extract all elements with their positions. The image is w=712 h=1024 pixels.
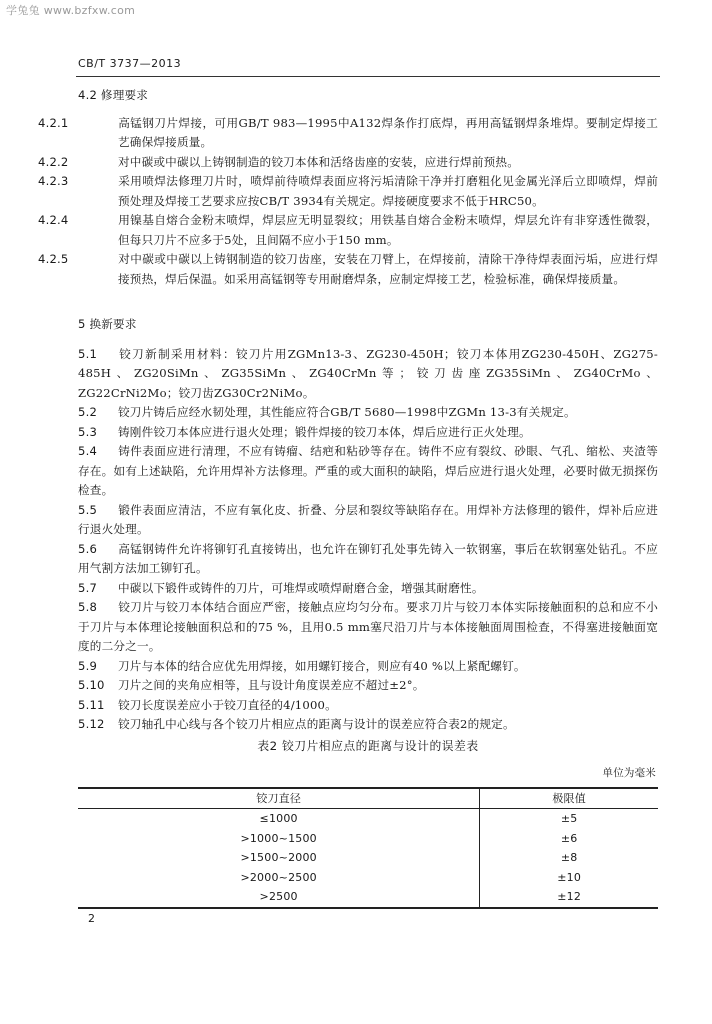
clause-number: 5.10 xyxy=(78,678,105,692)
clause-number: 4.2.2 xyxy=(38,154,69,169)
cell-limit: ±5 xyxy=(560,812,578,825)
clause-number: 5.1 xyxy=(78,346,98,361)
clause xyxy=(38,153,658,173)
page-body xyxy=(38,84,658,909)
clause xyxy=(78,403,658,423)
clause xyxy=(78,345,658,404)
error-table xyxy=(78,787,658,909)
column-header-diameter: 铰刀直径 xyxy=(78,788,480,809)
clause-text: 高锰钢铸件允许将铆钉孔直接铸出，也允许在铆钉孔处事先铸入一软钢塞，事后在软钢塞处钻孔。不应用气割方法加工铆钉孔。 xyxy=(78,541,658,575)
clause xyxy=(38,250,658,289)
clause xyxy=(78,657,658,677)
clause-number: 5.12 xyxy=(78,717,105,731)
clause-number: 5.6 xyxy=(78,541,98,556)
header-rule xyxy=(76,76,660,77)
section-5-list xyxy=(78,345,658,735)
table-row xyxy=(78,868,658,888)
clause-text: 铰刀轴孔中心线与各个铰刀片相应点的距离与设计的误差应符合表2的规定。 xyxy=(118,717,515,731)
clause-text: 铸刚件铰刀本体应进行退火处理；锻件焊接的铰刀本体，焊后应进行正火处理。 xyxy=(118,424,531,439)
cell-limit: ±12 xyxy=(480,887,658,908)
clause xyxy=(78,423,658,443)
clause-number: 5.4 xyxy=(78,444,98,458)
table-row xyxy=(78,848,658,868)
standard-number: CB/T 3737—2013 xyxy=(78,57,182,70)
section-5-heading: 5 换新要求 xyxy=(78,317,137,331)
clause-number: 5.11 xyxy=(78,697,105,712)
column-header-limit: 极限值 xyxy=(480,788,658,809)
clause xyxy=(78,676,658,696)
cell-diameter: >2000~2500 xyxy=(78,868,480,888)
clause-number: 4.2.1 xyxy=(38,115,69,130)
clause-text: 采用喷焊法修理刀片时，喷焊前待喷焊表面应将污垢清除干净并打磨粗化见金属光泽后立即喷焊，焊前预处理及焊接工艺要求应按CB/T 3934有关规定。焊接硬度要求不低于HRC50。 xyxy=(118,174,658,208)
clause xyxy=(78,540,658,579)
table-row xyxy=(78,887,658,908)
clause xyxy=(78,501,658,540)
clause-text: 铰刀片与铰刀本体结合面应严密，接触点应均匀分布。要求刀片与铰刀本体实际接触面积的总和应不小于刀片与本体理论接触面积总和的75 %，且用0.5 mm塞尺沿刀片与本体接触面周围检查，不得塞进接触面宽度的二分之一。 xyxy=(78,600,658,653)
cell-limit: ±8 xyxy=(560,851,578,864)
clause-text: 铸件表面应进行清理，不应有铸瘤、结疤和粘砂等存在。铸件不应有裂纹、砂眼、气孔、缩松、夹渣等存在。如有上述缺陷，允许用焊补方法修理。严重的或大面积的缺陷，焊后应进行退火处理，必要时做无损探伤检查。 xyxy=(78,444,658,497)
clause-number: 4.2.5 xyxy=(38,252,69,266)
cell-diameter: ≤1000 xyxy=(78,809,480,829)
clause-text: 高锰钢刀片焊接，可用GB/T 983—1995中A132焊条作打底焊，再用高锰钢焊条堆焊。要制定焊接工艺确保焊接质量。 xyxy=(118,115,658,149)
clause-text: 中碳以下锻件或铸件的刀片，可堆焊或喷焊耐磨合金，增强其耐磨性。 xyxy=(118,580,484,595)
clause-number: 4.2.3 xyxy=(38,174,69,188)
clause-text: 刀片与本体的结合应优先用焊接，如用螺钉接合，则应有40 %以上紧配螺钉。 xyxy=(118,658,526,673)
clause-text: 用镍基自熔合金粉末喷焊，焊层应无明显裂纹；用铁基自熔合金粉末喷焊，焊层允许有非穿透性微裂，但每只刀片不应多于5处，且间隔不应小于150 mm。 xyxy=(118,213,658,247)
clause-text: 刀片之间的夹角应相等，且与设计角度误差应不超过±2°。 xyxy=(118,678,425,692)
cell-diameter: >1000~1500 xyxy=(78,829,480,849)
table-row xyxy=(78,809,658,829)
section-4-2-list xyxy=(38,114,658,290)
clause-text: 铰刀新制采用材料：铰刀片用ZGMn13-3、ZG230-450H；铰刀本体用ZG230-450H、ZG275-485H、ZG20SiMn、ZG35SiMn、ZG40CrMn等；铰刀齿座ZG35SiMn、ZG40CrMo、ZG22CrNi2Mo；铰刀齿ZG30Cr2NiMo。 xyxy=(78,346,658,400)
clause xyxy=(78,579,658,599)
clause xyxy=(38,172,658,211)
clause-number: 5.7 xyxy=(78,580,98,595)
clause xyxy=(78,715,658,735)
clause-number: 5.9 xyxy=(78,658,98,673)
cell-diameter: >1500~2000 xyxy=(78,848,480,868)
cell-diameter: >2500 xyxy=(78,887,480,908)
clause-text: 锻件表面应清洁，不应有氧化皮、折叠、分层和裂纹等缺陷存在。用焊补方法修理的锻件，焊补后应进行退火处理。 xyxy=(78,502,658,536)
table-caption: 表2 铰刀片相应点的距离与设计的误差表 xyxy=(257,738,479,753)
table-row xyxy=(78,829,658,849)
watermark: 学兔兔 www.bzfxw.com xyxy=(6,4,136,17)
clause-number: 5.5 xyxy=(78,502,98,517)
clause xyxy=(78,696,658,716)
clause-text: 对中碳或中碳以上铸钢制造的铰刀齿座，安装在刀臂上，在焊接前，清除干净待焊表面污垢，应进行焊接预热，焊后保温。如采用高锰钢等专用耐磨焊条，应制定焊接工艺，检验标准，确保焊接质量。 xyxy=(118,252,658,286)
cell-limit: ±6 xyxy=(560,831,578,845)
clause-number: 5.3 xyxy=(78,424,98,439)
page-number: 2 xyxy=(88,912,95,925)
table-unit: 单位为毫米 xyxy=(602,767,656,779)
clause xyxy=(38,114,658,153)
table-header-row xyxy=(78,788,658,809)
clause xyxy=(78,442,658,501)
clause-text: 对中碳或中碳以上铸钢制造的铰刀本体和活络齿座的安装，应进行焊前预热。 xyxy=(118,154,519,169)
clause-text: 铰刀片铸后应经水韧处理，其性能应符合GB/T 5680—1998中ZGMn 13-3有关规定。 xyxy=(118,405,576,419)
clause-number: 5.2 xyxy=(78,405,98,419)
clause-number: 5.8 xyxy=(78,600,98,614)
cell-limit: ±10 xyxy=(557,870,582,884)
clause xyxy=(78,598,658,657)
clause xyxy=(38,211,658,250)
clause-text: 铰刀长度误差应小于铰刀直径的4/1000。 xyxy=(118,697,337,712)
section-4-2-heading: 4.2 修理要求 xyxy=(78,88,149,102)
clause-number: 4.2.4 xyxy=(38,213,69,227)
